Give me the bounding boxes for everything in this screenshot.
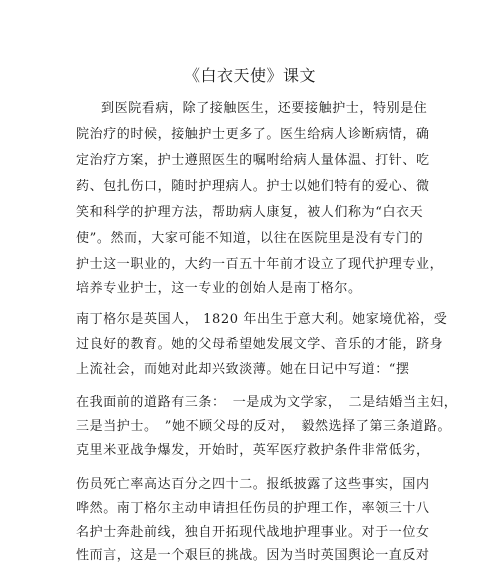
body-line: 南丁格尔是英国人， 1820 年出生于意大利。她家境优裕，受 (76, 312, 448, 327)
body-line: 院治疗的时候，接触护士更多了。医生给病人诊断病情，确 (76, 127, 430, 142)
body-line: 护士这一职业的，大约一百五十年前才设立了现代护理专业， (76, 257, 444, 272)
body-line: 在我面前的道路有三条： 一是成为文学家， 二是结婚当主妇， (76, 395, 458, 410)
body-line: 培养专业护士，这一专业的创始人是南丁格尔。 (76, 281, 362, 296)
body-line: 名护士奔赴前线，独自开拓现代战地护理事业。对于一位女 (76, 525, 430, 540)
body-line: 伤员死亡率高达百分之四十二。报纸披露了这些事实，国内 (76, 477, 430, 492)
body-line: 上流社会，而她对此却兴致淡薄。她在日记中写道：“摆 (76, 362, 410, 377)
body-line: 性而言，这是一个艰巨的挑战。因为当时英国舆论一直反对 (76, 548, 430, 563)
document-title: 《白衣天使》课文 (183, 66, 316, 85)
body-line: 到医院看病，除了接触医生，还要接触护士，特别是住 (101, 101, 428, 116)
body-line: 笑和科学的护理方法，帮助病人康复，被人们称为“白衣天 (76, 205, 424, 220)
body-line: 克里米亚战争爆发，开始时，英军医疗救护条件非常低劣， (76, 443, 430, 458)
body-line: 使”。然而，大家可能不知道，以往在医院里是没有专门的 (76, 231, 424, 246)
body-line: 三是当护士。 ”她不顾父母的反对， 毅然选择了第三条道路。 (76, 419, 452, 434)
body-line: 过良好的教育。她的父母希望她发展文学、音乐的才能，跻身 (76, 337, 444, 352)
body-line: 哗然。南丁格尔主动申请担任伤员的护理工作，率领三十八 (76, 501, 430, 516)
body-line: 药、包扎伤口，随时护理病人。护士以她们特有的爱心、微 (76, 179, 430, 194)
body-line: 定治疗方案，护士遵照医生的嘱咐给病人量体温、打针、吃 (76, 153, 430, 168)
